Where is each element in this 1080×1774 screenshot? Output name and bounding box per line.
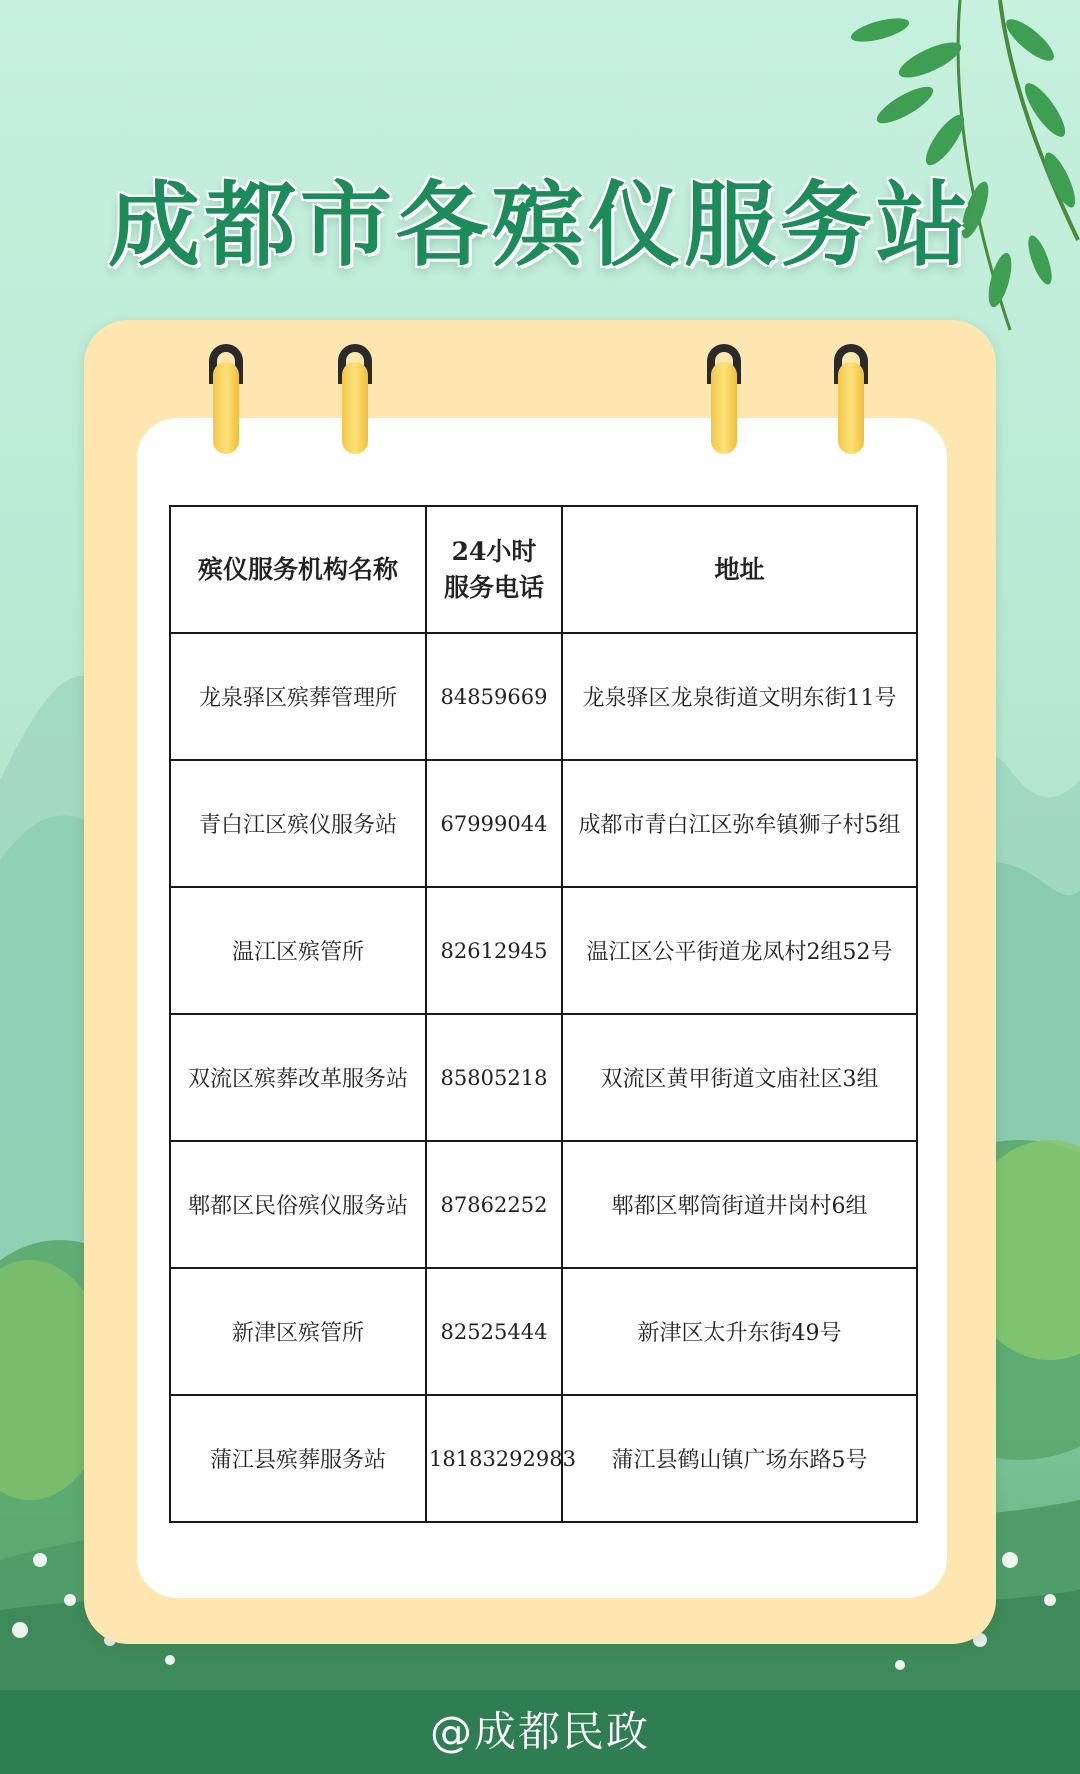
footer-bar xyxy=(0,1690,1080,1774)
cell-phone: 84859669 xyxy=(426,633,562,760)
header-phone-line1: 24小时 xyxy=(451,536,537,566)
cell-name: 温江区殡管所 xyxy=(170,887,426,1014)
table-row xyxy=(170,1014,917,1141)
cell-phone: 18183292983 xyxy=(426,1395,562,1522)
cell-name: 新津区殡管所 xyxy=(170,1268,426,1395)
binder-ring-icon xyxy=(211,344,241,454)
page-title: 成都市各殡仪服务站 xyxy=(107,171,972,279)
cell-name: 蒲江县殡葬服务站 xyxy=(170,1395,426,1522)
cell-phone: 85805218 xyxy=(426,1014,562,1141)
header-address: 地址 xyxy=(562,506,917,633)
table-row xyxy=(170,1141,917,1268)
cell-address: 郫都区郫筒街道井岗村6组 xyxy=(562,1141,917,1268)
binder-ring-icon xyxy=(709,344,739,454)
cell-address: 温江区公平街道龙凤村2组52号 xyxy=(562,887,917,1014)
cell-phone: 67999044 xyxy=(426,760,562,887)
cell-name: 郫都区民俗殡仪服务站 xyxy=(170,1141,426,1268)
cell-phone: 87862252 xyxy=(426,1141,562,1268)
binder-ring-icon xyxy=(836,344,866,454)
cell-address: 成都市青白江区弥牟镇狮子村5组 xyxy=(562,760,917,887)
cell-address: 新津区太升东街49号 xyxy=(562,1268,917,1395)
cell-phone: 82612945 xyxy=(426,887,562,1014)
table-row xyxy=(170,1268,917,1395)
table-header-row xyxy=(170,506,917,633)
cell-name: 龙泉驿区殡葬管理所 xyxy=(170,633,426,760)
table-row xyxy=(170,887,917,1014)
cell-address: 龙泉驿区龙泉街道文明东街11号 xyxy=(562,633,917,760)
header-phone xyxy=(426,506,562,633)
cell-phone: 82525444 xyxy=(426,1268,562,1395)
footer-account-name: @成都民政 xyxy=(429,1707,650,1756)
table-row xyxy=(170,1395,917,1522)
binder-ring-icon xyxy=(340,344,370,454)
cell-name: 青白江区殡仪服务站 xyxy=(170,760,426,887)
cell-address: 蒲江县鹤山镇广场东路5号 xyxy=(562,1395,917,1522)
header-phone-line2: 服务电话 xyxy=(443,572,544,602)
cell-address: 双流区黄甲街道文庙社区3组 xyxy=(562,1014,917,1141)
table-row xyxy=(170,633,917,760)
willow-branch-icon xyxy=(849,0,1080,330)
header-name: 殡仪服务机构名称 xyxy=(170,506,426,633)
cell-name: 双流区殡葬改革服务站 xyxy=(170,1014,426,1141)
stations-table xyxy=(169,505,918,1523)
table-row xyxy=(170,760,917,887)
